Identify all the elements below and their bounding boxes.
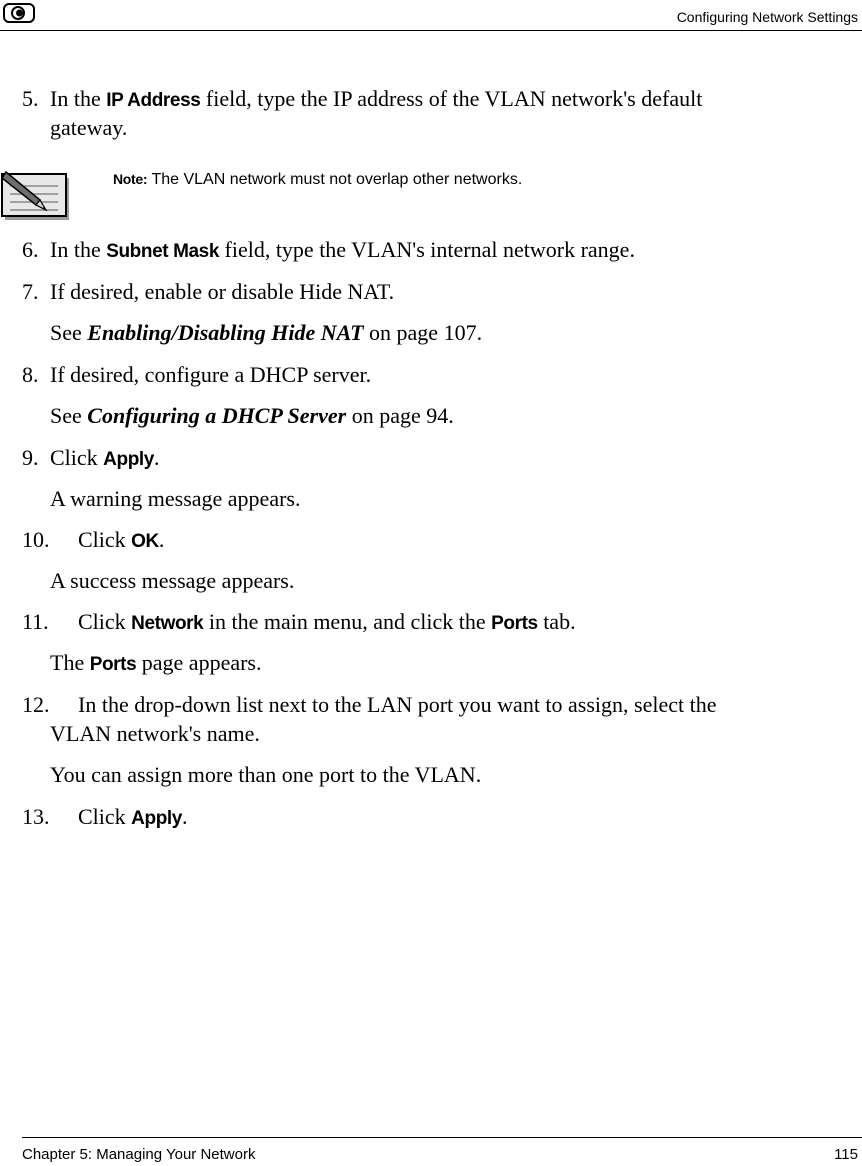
step-13 [22, 802, 187, 833]
step-7-see-also [50, 318, 482, 347]
ui-term: Ports [89, 654, 137, 675]
step-text: If desired, configure a DHCP server. [50, 362, 372, 387]
step-text: . [181, 804, 188, 829]
step-text: The [50, 650, 90, 675]
ui-term: Subnet Mask [106, 241, 219, 262]
vendor-logo-icon [3, 3, 35, 23]
step-number: 7. [22, 279, 39, 304]
step-number: 6. [22, 237, 39, 262]
step-text: You can assign more than one port to the VLAN. [50, 762, 482, 787]
step-text: In the drop-down list next to the LAN port you want to assign, select the [78, 692, 717, 717]
step-12 [22, 690, 717, 719]
note-text: The VLAN network must not overlap other networks. [147, 171, 523, 188]
step-text: tab. [537, 609, 576, 634]
step-number: 10. [22, 527, 50, 552]
step-text: field, type the IP address of the VLAN network's default [200, 86, 703, 111]
step-text: See [50, 320, 88, 345]
step-number: 8. [22, 362, 39, 387]
step-text: . [153, 445, 160, 470]
step-text: VLAN network's name. [50, 721, 260, 746]
chapter-title: Chapter 5: Managing Your Network [22, 1146, 256, 1163]
ui-term: Ports [491, 613, 538, 634]
ui-term: Apply [131, 808, 182, 829]
step-text: A success message appears. [50, 568, 295, 593]
step-text: on page 107. [363, 320, 483, 345]
step-12-continuation [50, 719, 260, 748]
step-7 [22, 277, 394, 306]
page-footer [22, 1137, 862, 1166]
step-text: In the [50, 86, 107, 111]
step-text: page appears. [136, 650, 262, 675]
page-number: 115 [834, 1146, 858, 1163]
step-text: A warning message appears. [50, 486, 301, 511]
step-5 [22, 84, 702, 115]
step-9-result [50, 484, 300, 513]
step-11-result [50, 648, 262, 679]
ui-term: OK [131, 531, 159, 552]
step-text: Click [78, 527, 132, 552]
step-text: on page 94. [346, 403, 454, 428]
header-title: Configuring Network Settings [676, 9, 858, 25]
step-10 [22, 525, 164, 556]
step-number: 13. [22, 804, 50, 829]
step-text: See [50, 403, 88, 428]
step-10-result [50, 566, 294, 595]
step-6 [22, 235, 635, 266]
step-8-see-also [50, 401, 454, 430]
step-text: in the main menu, and click the [203, 609, 492, 634]
cross-reference-link[interactable]: Enabling/Disabling Hide NAT [87, 320, 364, 345]
ui-term: Apply [103, 449, 154, 470]
step-number: 12. [22, 692, 50, 717]
step-12-result [50, 760, 481, 789]
page-header [0, 0, 862, 31]
cross-reference-link[interactable]: Configuring a DHCP Server [87, 403, 347, 428]
step-text: Click [50, 445, 104, 470]
step-number: 5. [22, 86, 39, 111]
step-9 [22, 443, 159, 474]
note-notepad-icon [0, 170, 72, 222]
step-number: 9. [22, 445, 39, 470]
step-number: 11. [22, 609, 49, 634]
step-text: Click [78, 609, 132, 634]
note-label: Note: [113, 171, 148, 187]
step-text: Click [78, 804, 132, 829]
step-5-continuation [50, 113, 127, 142]
step-text: gateway. [50, 115, 128, 140]
step-text: . [158, 527, 165, 552]
note [113, 171, 522, 189]
step-text: If desired, enable or disable Hide NAT. [50, 279, 395, 304]
step-text: field, type the VLAN's internal network range. [219, 237, 635, 262]
ui-term: IP Address [106, 90, 201, 111]
ui-term: Network [131, 613, 204, 634]
step-text: In the [50, 237, 107, 262]
step-8 [22, 360, 371, 389]
step-11 [22, 607, 576, 638]
